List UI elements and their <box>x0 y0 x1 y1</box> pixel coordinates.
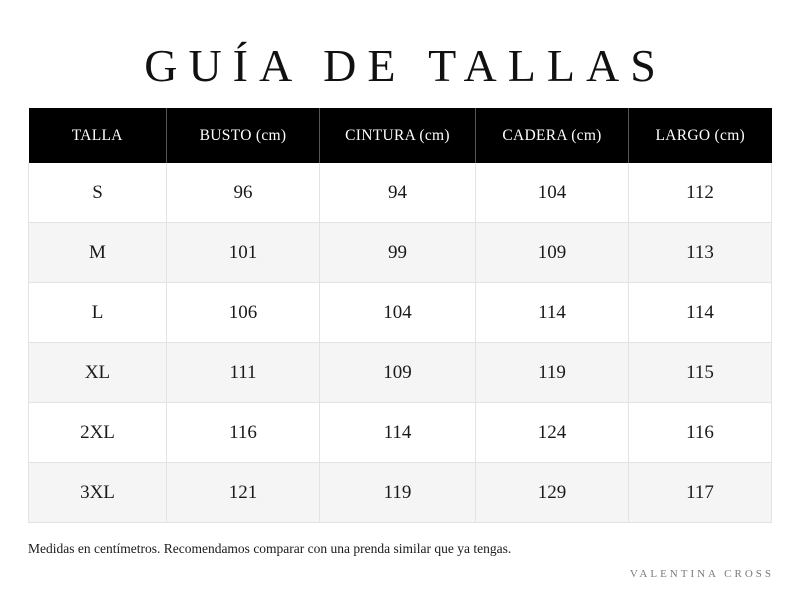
cell-hip: 119 <box>476 343 629 403</box>
header-row <box>29 108 772 163</box>
table-row <box>29 283 772 343</box>
cell-size: L <box>29 283 167 343</box>
cell-size: 2XL <box>29 403 167 463</box>
cell-length: 114 <box>629 283 772 343</box>
cell-length: 115 <box>629 343 772 403</box>
cell-waist: 104 <box>320 283 476 343</box>
cell-bust: 106 <box>167 283 320 343</box>
cell-hip: 129 <box>476 463 629 523</box>
cell-size: M <box>29 223 167 283</box>
table-row <box>29 343 772 403</box>
cell-hip: 124 <box>476 403 629 463</box>
cell-size: 3XL <box>29 463 167 523</box>
size-chart-table <box>28 108 772 523</box>
cell-hip: 104 <box>476 163 629 223</box>
header-cintura: CINTURA (cm) <box>320 108 476 163</box>
cell-length: 112 <box>629 163 772 223</box>
cell-hip: 109 <box>476 223 629 283</box>
cell-size: XL <box>29 343 167 403</box>
cell-waist: 114 <box>320 403 476 463</box>
page-title: GUÍA DE TALLAS <box>144 40 667 91</box>
table-body <box>29 163 772 523</box>
cell-length: 117 <box>629 463 772 523</box>
cell-bust: 96 <box>167 163 320 223</box>
cell-hip: 114 <box>476 283 629 343</box>
cell-length: 113 <box>629 223 772 283</box>
measurement-note: Medidas en centímetros. Recomendamos comparar con una prenda similar que ya tengas. <box>28 541 512 556</box>
table-row <box>29 163 772 223</box>
table-row <box>29 463 772 523</box>
cell-bust: 101 <box>167 223 320 283</box>
header-cadera: CADERA (cm) <box>476 108 629 163</box>
cell-bust: 111 <box>167 343 320 403</box>
cell-bust: 116 <box>167 403 320 463</box>
cell-waist: 119 <box>320 463 476 523</box>
header-largo: LARGO (cm) <box>629 108 772 163</box>
cell-waist: 109 <box>320 343 476 403</box>
table-row <box>29 223 772 283</box>
cell-length: 116 <box>629 403 772 463</box>
cell-waist: 94 <box>320 163 476 223</box>
table-header <box>29 108 772 163</box>
header-talla: TALLA <box>29 108 167 163</box>
table-row <box>29 403 772 463</box>
brand-name: VALENTINA CROSS <box>629 568 774 580</box>
header-busto: BUSTO (cm) <box>167 108 320 163</box>
cell-waist: 99 <box>320 223 476 283</box>
cell-size: S <box>29 163 167 223</box>
cell-bust: 121 <box>167 463 320 523</box>
